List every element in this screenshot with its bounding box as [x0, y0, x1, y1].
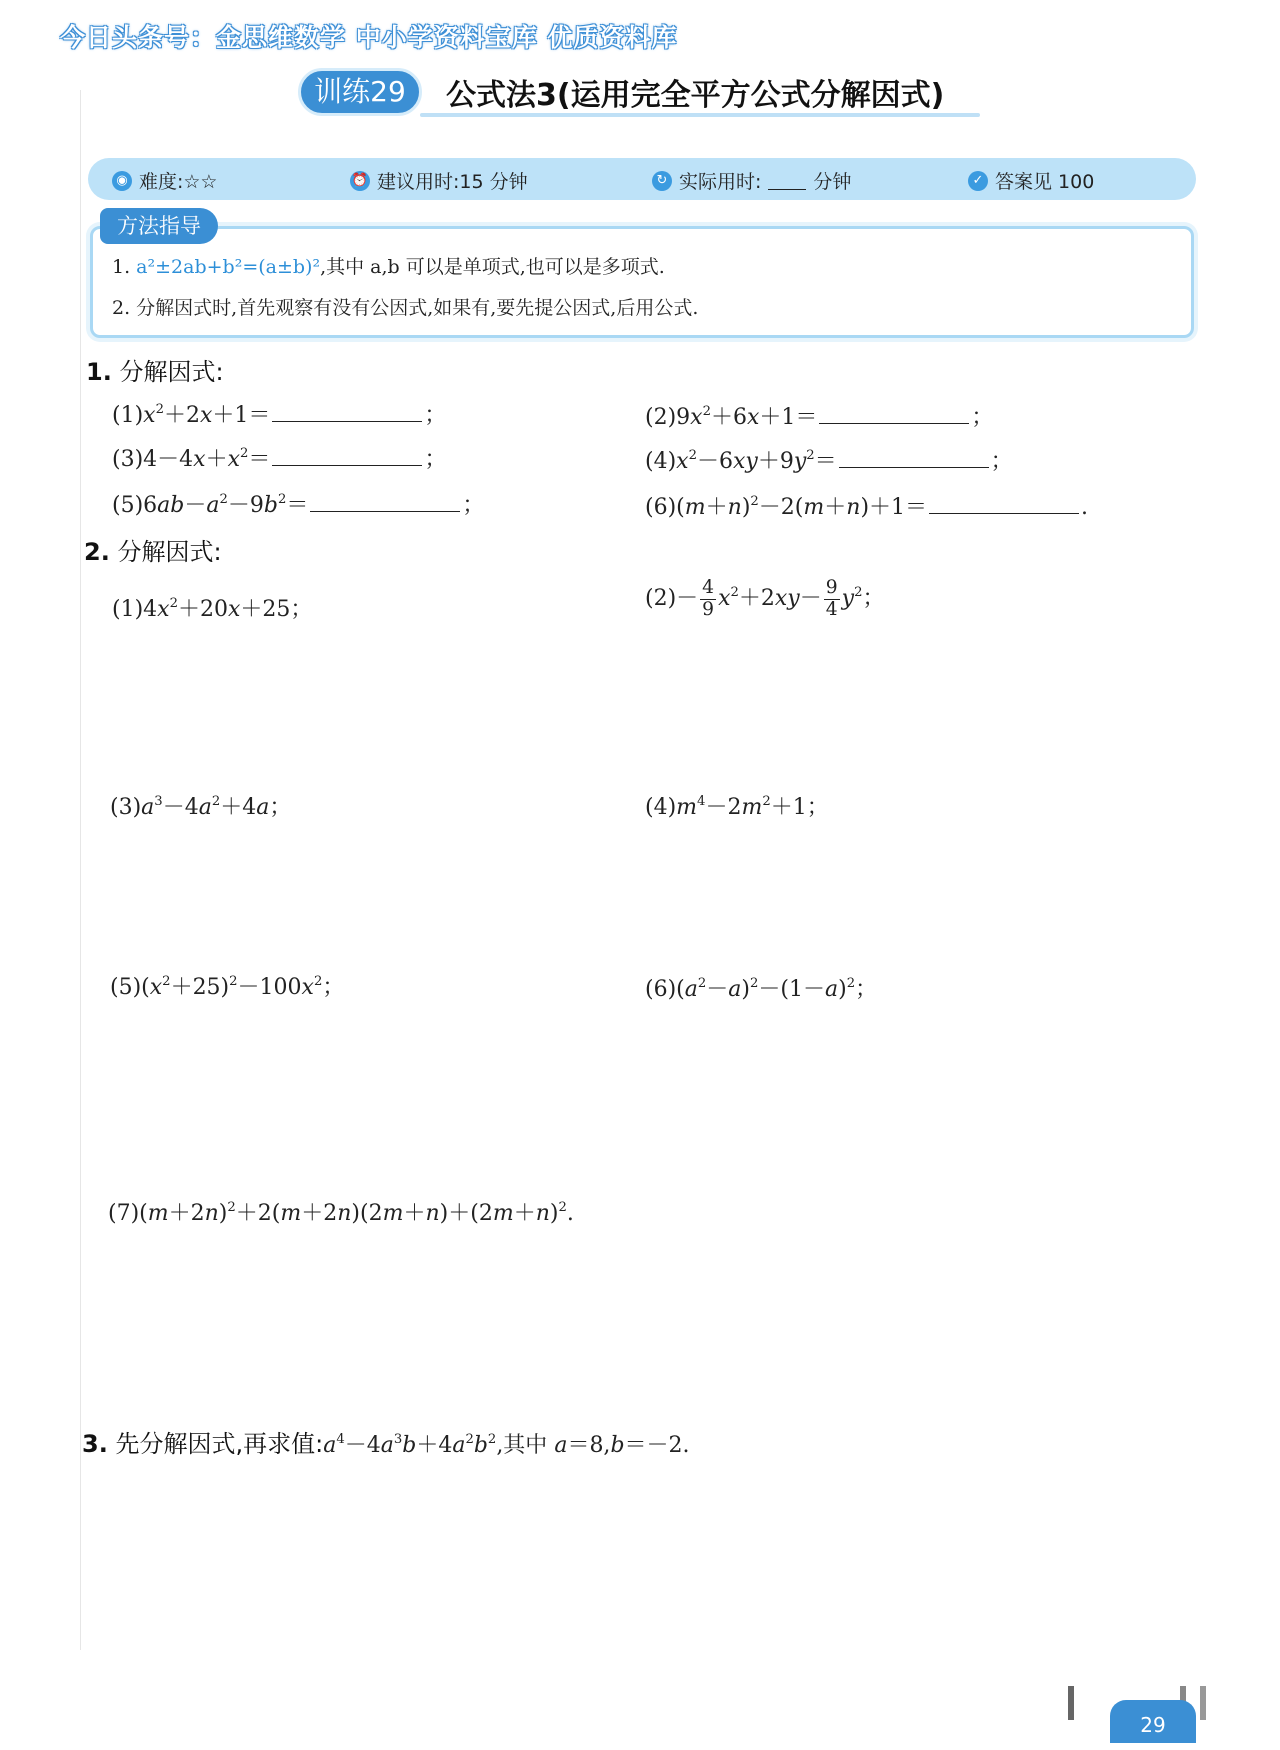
- answer-blank: [819, 401, 969, 424]
- q2-item-3: $(3)a^3-4a^2+4a$；: [110, 793, 292, 820]
- timer-icon: ↻: [652, 171, 672, 191]
- q1-item-1: $(1)x^2+2x+1=$ ；: [112, 398, 446, 429]
- q3-expression: $a^4-4a^3b+4a^2b^2$,其中 a＝8,b＝－2.: [323, 1431, 690, 1458]
- fraction: $\frac{9}{4}$: [825, 577, 838, 620]
- answer-ref-text: 答案见 100: [995, 171, 1095, 193]
- alarm-clock-icon: ⏰: [350, 171, 370, 191]
- q2-item-5: $(5)(x^2+25)^2-100x^2$；: [110, 973, 345, 1000]
- binding-line: [80, 90, 81, 1650]
- actual-time: [652, 167, 851, 194]
- q1-item-4: $(4)x^2-6xy+9y^2=$ ；: [645, 444, 1013, 475]
- answer-blank: [839, 445, 989, 468]
- q1-heading: 1. 分解因式:: [86, 358, 224, 386]
- actual-time-label: 实际用时:: [679, 171, 762, 193]
- watermark: 今日头条号：金思维数学 中小学资料宝库 优质资料库: [60, 23, 678, 52]
- q2-item-6: $(6)(a^2-a)^2-(1-a)^2$；: [645, 975, 878, 1002]
- q3-heading: 3. 先分解因式,再求值$:a^4-4a^3b+4a^2b^2$,其中 a＝8,b＝－2.: [82, 1430, 690, 1458]
- q2-item-2: (2)－ $\frac{4}{9}$ $x^2+2xy-$ $\frac{9}{4}$ $y^2$；: [645, 577, 885, 620]
- actual-time-blank: [768, 171, 806, 190]
- q1-item-3: $(3)4-4x+x^2=$ ；: [112, 442, 446, 473]
- difficulty-text: 难度:☆☆: [139, 171, 218, 193]
- q2-item-1: $(1)4x^2+20x+25$；: [112, 595, 313, 622]
- method-line-2: 2. 分解因式时,首先观察有没有公因式,如果有,要先提公因式,后用公式.: [112, 297, 699, 319]
- actual-time-unit: 分钟: [813, 171, 852, 193]
- scan-mark: [1200, 1686, 1206, 1720]
- fraction: $\frac{4}{9}$: [702, 577, 715, 620]
- method-line-1-rest: ,其中 a,b 可以是单项式,也可以是多项式.: [320, 256, 665, 278]
- scan-mark: [1068, 1686, 1074, 1720]
- method-formula: a²±2ab+b²=(a±b)²: [136, 256, 321, 278]
- answer-blank: [929, 491, 1079, 514]
- suggested-time: [350, 167, 528, 194]
- answer-blank: [272, 399, 422, 422]
- suggested-time-text: 建议用时:15 分钟: [377, 171, 528, 193]
- q1-item-2: $(2)9x^2+6x+1=$ ；: [645, 400, 993, 431]
- signal-icon: ◉: [112, 171, 132, 191]
- page-number: 29: [1110, 1700, 1196, 1743]
- method-line-1: 1. a²±2ab+b²=(a±b)²,其中 a,b 可以是单项式,也可以是多项式.: [112, 256, 665, 278]
- q2-heading: 2. 分解因式:: [84, 538, 222, 566]
- answer-blank: [272, 443, 422, 466]
- q1-item-6: $(6)(m+n)^2-2(m+n)+1=$ .: [645, 490, 1088, 521]
- q2-item-4: $(4)m^4-2m^2+1$；: [645, 793, 829, 820]
- method-guide-box: [90, 226, 1194, 338]
- title-underline: [420, 113, 980, 117]
- lesson-badge: 训练29: [298, 68, 422, 116]
- q2-item-7: $(7)(m+2n)^2+2(m+2n)(2m+n)+(2m+n)^2$.: [108, 1199, 574, 1226]
- answer-ref: [968, 167, 1094, 194]
- answer-blank: [310, 489, 460, 512]
- q1-item-5: $(5)6ab-a^2-9b^2=$ ；: [112, 488, 484, 519]
- difficulty: [112, 167, 217, 194]
- page-title: 公式法3(运用完全平方公式分解因式): [446, 78, 945, 113]
- method-guide-tag: 方法指导: [100, 208, 218, 244]
- check-icon: ✓: [968, 171, 988, 191]
